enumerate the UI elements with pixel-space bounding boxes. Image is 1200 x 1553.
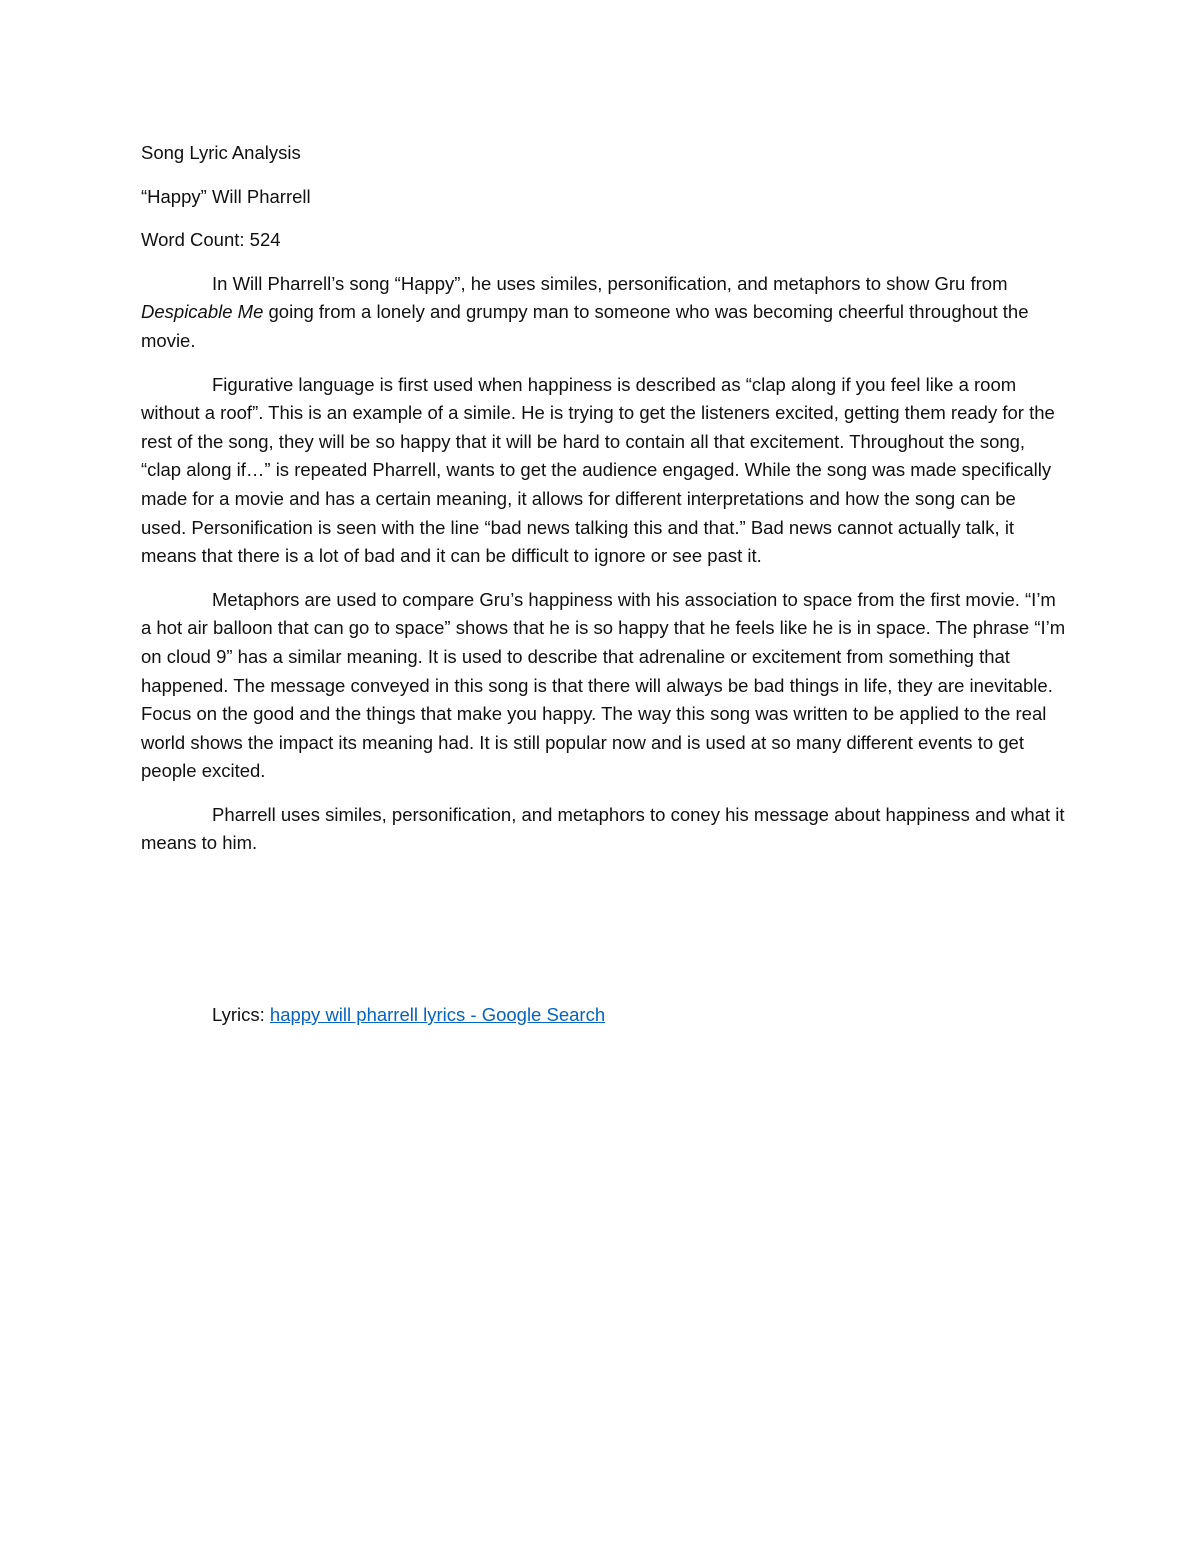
blank-space	[141, 873, 1066, 1001]
paragraph-figurative-language: Figurative language is first used when happiness is described as “clap along if you feel like a room without a roof”. This is an example of a simile. He is trying to get the listeners excited, getting them ready for the rest of the song, they will be so happy that it will be hard to contain all that excitement. Throughout the song, “clap along if…” is repeated Pharrell, wants to get the audience engaged. While the song was made specifically made for a movie and has a certain meaning, it allows for different interpretations and how the song can be used. Personification is seen with the line “bad news talking this and that.” Bad news cannot actually talk, it means that there is a lot of bad and it can be difficult to ignore or see past it.	[141, 373, 1055, 567]
paragraph-intro-text-1: In Will Pharrell’s song “Happy”, he uses similes, personification, and metaphors to show Gru from	[212, 272, 1008, 294]
paragraph-intro	[141, 270, 1066, 356]
document-title: Song Lyric Analysis	[141, 142, 301, 163]
paragraph-intro-text-2: going from a lonely and grumpy man to someone who was becoming cheerful throughout the movie.	[141, 301, 1029, 351]
document-body	[141, 139, 1066, 1030]
movie-title-italic: Despicable Me	[141, 301, 264, 323]
lyrics-link[interactable]: happy will pharrell lyrics - Google Search	[269, 1004, 606, 1026]
paragraph-conclusion: Pharrell uses similes, personification, and metaphors to coney his message about happiness and what it means to him.	[141, 803, 1065, 854]
lyrics-label: Lyrics:	[212, 1004, 270, 1026]
word-count: Word Count: 524	[141, 229, 281, 251]
paragraph-metaphors: Metaphors are used to compare Gru’s happiness with his association to space from the first movie. “I’m a hot air balloon that can go to space” shows that he is so happy that he feels like he is in space. The phrase “I’m on cloud 9” has a similar meaning. It is used to describe that adrenaline or excitement from something that happened. The message conveyed in this song is that there will always be bad things in life, they are inevitable. Focus on the good and the things that make you happy. The way this song was written to be applied to the real world shows the impact its meaning had. It is still popular now and is used at so many different events to get people excited.	[141, 588, 1066, 782]
lyrics-line	[141, 1001, 1066, 1030]
song-title-line: “Happy” Will Pharrell	[141, 185, 311, 207]
